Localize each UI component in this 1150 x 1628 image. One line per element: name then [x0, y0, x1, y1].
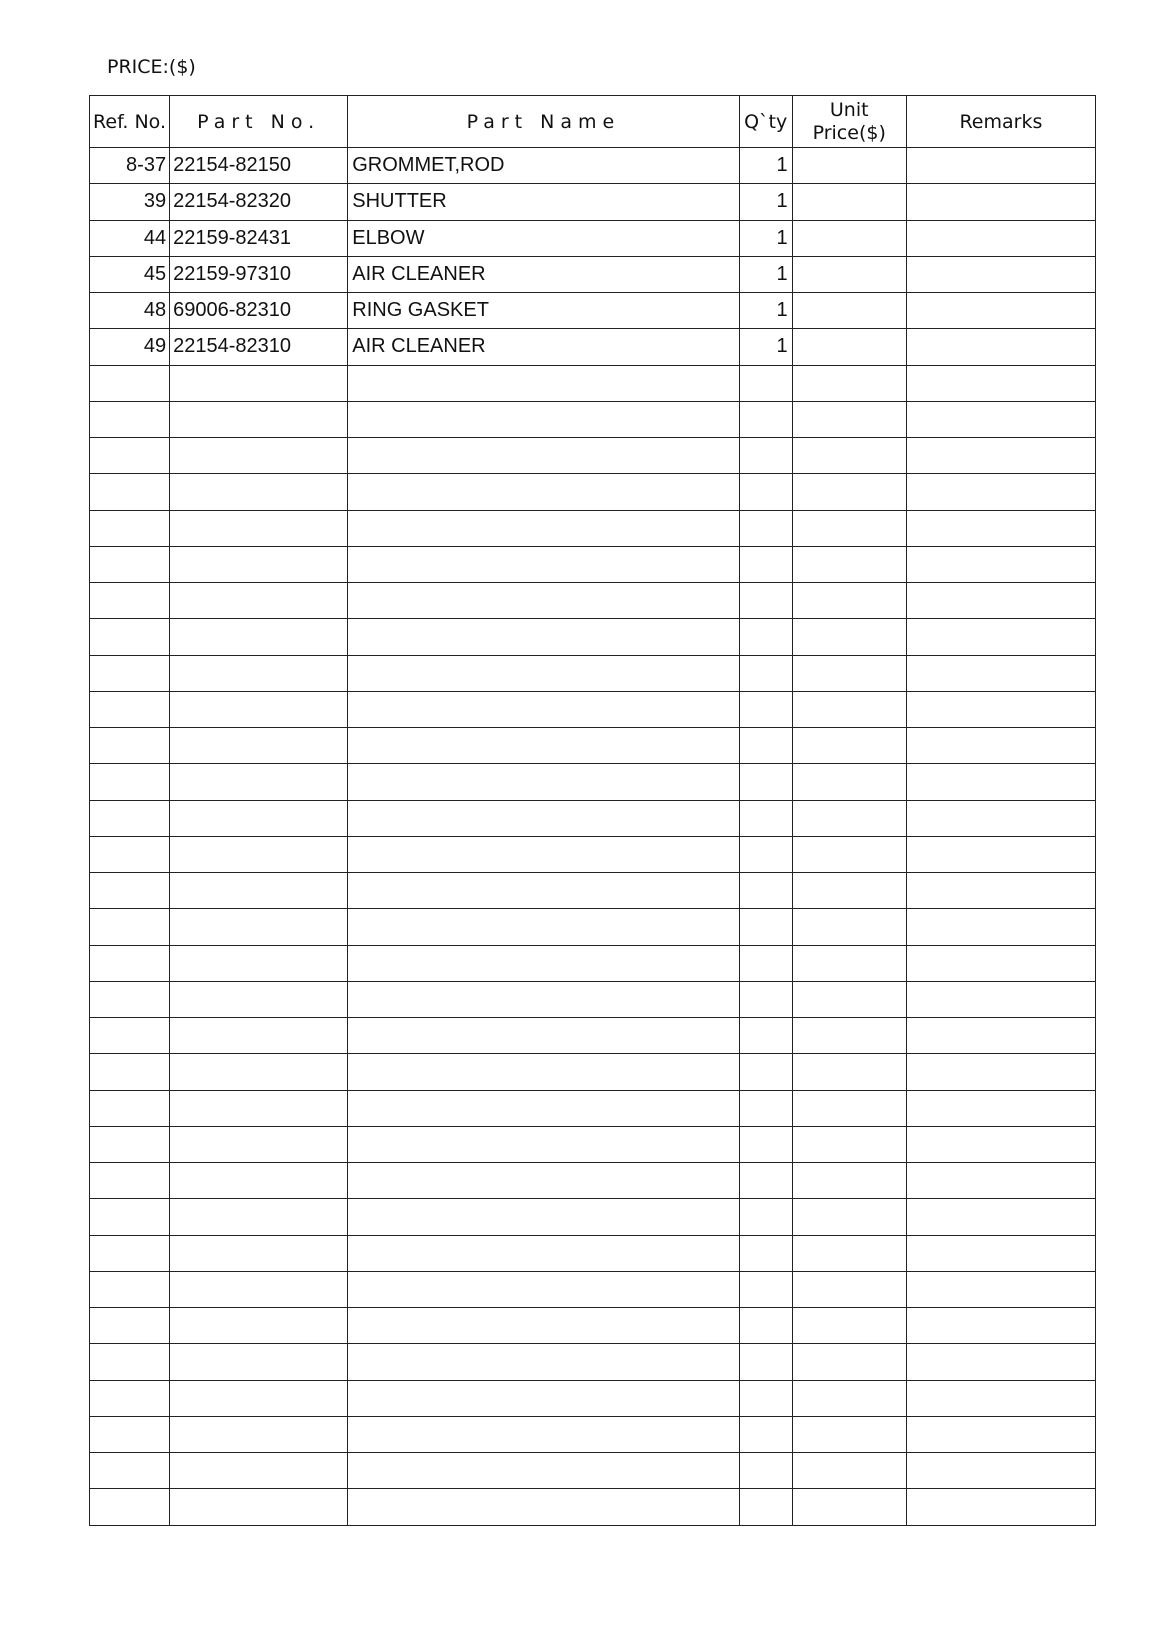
unit-price-cell — [792, 1380, 906, 1416]
part-no-cell — [170, 764, 348, 800]
price-label: PRICE:($) — [107, 56, 196, 78]
part-no-cell — [170, 909, 348, 945]
remarks-cell — [906, 1344, 1095, 1380]
qty-cell — [739, 655, 792, 691]
unit-price-cell — [792, 365, 906, 401]
table-row — [90, 1344, 1096, 1380]
table-row — [90, 474, 1096, 510]
ref-no-cell — [90, 728, 170, 764]
part-name-cell — [348, 1018, 739, 1054]
part-no-cell — [170, 1308, 348, 1344]
ref-no-cell: 8-37 — [90, 148, 170, 184]
table-row — [90, 764, 1096, 800]
ref-no-cell: 45 — [90, 256, 170, 292]
unit-price-cell — [792, 220, 906, 256]
unit-price-cell — [792, 184, 906, 220]
qty-cell: 1 — [739, 220, 792, 256]
table-body — [90, 148, 1096, 1526]
part-no-cell — [170, 836, 348, 872]
ref-no-cell — [90, 1054, 170, 1090]
part-no-cell — [170, 1416, 348, 1452]
qty-cell — [739, 546, 792, 582]
table-row — [90, 836, 1096, 872]
table-row — [90, 438, 1096, 474]
remarks-cell — [906, 1090, 1095, 1126]
table-row — [90, 1163, 1096, 1199]
remarks-cell — [906, 619, 1095, 655]
unit-price-cell — [792, 945, 906, 981]
remarks-cell — [906, 401, 1095, 437]
qty-cell — [739, 836, 792, 872]
remarks-cell — [906, 438, 1095, 474]
part-name-cell — [348, 836, 739, 872]
unit-price-cell — [792, 655, 906, 691]
qty-cell — [739, 1199, 792, 1235]
table-row — [90, 329, 1096, 365]
header-unit-price-line2: Price($) — [812, 121, 886, 144]
unit-price-cell — [792, 1344, 906, 1380]
part-name-cell — [348, 981, 739, 1017]
part-name-cell — [348, 945, 739, 981]
ref-no-cell — [90, 836, 170, 872]
qty-cell — [739, 1271, 792, 1307]
ref-no-cell — [90, 945, 170, 981]
unit-price-cell — [792, 1308, 906, 1344]
part-no-cell — [170, 981, 348, 1017]
part-name-cell — [348, 909, 739, 945]
table-row — [90, 691, 1096, 727]
unit-price-cell — [792, 293, 906, 329]
unit-price-cell — [792, 1489, 906, 1525]
unit-price-cell — [792, 256, 906, 292]
unit-price-cell — [792, 510, 906, 546]
ref-no-cell — [90, 1380, 170, 1416]
table-row — [90, 909, 1096, 945]
remarks-cell — [906, 583, 1095, 619]
table-row — [90, 800, 1096, 836]
part-name-cell — [348, 873, 739, 909]
ref-no-cell — [90, 1344, 170, 1380]
ref-no-cell — [90, 1199, 170, 1235]
part-no-cell — [170, 1199, 348, 1235]
qty-cell — [739, 1090, 792, 1126]
header-qty: Q`ty — [739, 96, 792, 148]
qty-cell — [739, 1235, 792, 1271]
part-name-cell — [348, 1163, 739, 1199]
part-no-cell: 22154-82320 — [170, 184, 348, 220]
ref-no-cell — [90, 583, 170, 619]
unit-price-cell — [792, 546, 906, 582]
header-remarks: Remarks — [906, 96, 1095, 148]
unit-price-cell — [792, 583, 906, 619]
part-no-cell — [170, 1126, 348, 1162]
unit-price-cell — [792, 1235, 906, 1271]
table-row — [90, 583, 1096, 619]
header-ref-no: Ref. No. — [90, 96, 170, 148]
qty-cell — [739, 981, 792, 1017]
table-row — [90, 1308, 1096, 1344]
unit-price-cell — [792, 909, 906, 945]
part-name-cell — [348, 401, 739, 437]
qty-cell — [739, 1308, 792, 1344]
qty-cell — [739, 438, 792, 474]
part-name-cell — [348, 655, 739, 691]
ref-no-cell — [90, 1235, 170, 1271]
table-row — [90, 184, 1096, 220]
part-no-cell: 22154-82150 — [170, 148, 348, 184]
unit-price-cell — [792, 148, 906, 184]
table-header-row — [90, 96, 1096, 148]
part-name-cell — [348, 1054, 739, 1090]
table-row — [90, 619, 1096, 655]
remarks-cell — [906, 655, 1095, 691]
part-no-cell — [170, 583, 348, 619]
remarks-cell — [906, 691, 1095, 727]
remarks-cell — [906, 1235, 1095, 1271]
qty-cell — [739, 365, 792, 401]
ref-no-cell — [90, 1416, 170, 1452]
part-name-cell — [348, 1416, 739, 1452]
part-no-cell — [170, 1090, 348, 1126]
remarks-cell — [906, 1271, 1095, 1307]
qty-cell — [739, 1163, 792, 1199]
part-name-cell — [348, 510, 739, 546]
remarks-cell — [906, 945, 1095, 981]
table-row — [90, 1199, 1096, 1235]
ref-no-cell — [90, 438, 170, 474]
qty-cell — [739, 1126, 792, 1162]
ref-no-cell — [90, 510, 170, 546]
part-no-cell — [170, 1018, 348, 1054]
unit-price-cell — [792, 438, 906, 474]
part-no-cell — [170, 619, 348, 655]
part-name-cell: RING GASKET — [348, 293, 739, 329]
qty-cell — [739, 1489, 792, 1525]
remarks-cell — [906, 1054, 1095, 1090]
qty-cell — [739, 1416, 792, 1452]
part-no-cell: 22159-97310 — [170, 256, 348, 292]
part-no-cell: 22159-82431 — [170, 220, 348, 256]
remarks-cell — [906, 873, 1095, 909]
qty-cell: 1 — [739, 293, 792, 329]
qty-cell — [739, 691, 792, 727]
qty-cell: 1 — [739, 184, 792, 220]
part-no-cell — [170, 873, 348, 909]
table-row — [90, 256, 1096, 292]
table-row — [90, 1271, 1096, 1307]
part-name-cell — [348, 474, 739, 510]
remarks-cell — [906, 1380, 1095, 1416]
qty-cell — [739, 510, 792, 546]
part-no-cell — [170, 800, 348, 836]
table-row — [90, 728, 1096, 764]
table-row — [90, 1235, 1096, 1271]
unit-price-cell — [792, 1163, 906, 1199]
qty-cell: 1 — [739, 256, 792, 292]
qty-cell: 1 — [739, 148, 792, 184]
part-no-cell: 69006-82310 — [170, 293, 348, 329]
unit-price-cell — [792, 1199, 906, 1235]
part-no-cell — [170, 510, 348, 546]
ref-no-cell — [90, 1090, 170, 1126]
part-no-cell — [170, 691, 348, 727]
table-row — [90, 1453, 1096, 1489]
qty-cell — [739, 728, 792, 764]
ref-no-cell — [90, 1489, 170, 1525]
unit-price-cell — [792, 728, 906, 764]
part-no-cell — [170, 1453, 348, 1489]
part-name-cell — [348, 1271, 739, 1307]
remarks-cell — [906, 256, 1095, 292]
remarks-cell — [906, 1199, 1095, 1235]
unit-price-cell — [792, 691, 906, 727]
qty-cell — [739, 909, 792, 945]
unit-price-cell — [792, 873, 906, 909]
remarks-cell — [906, 365, 1095, 401]
qty-cell — [739, 474, 792, 510]
ref-no-cell — [90, 873, 170, 909]
table-row — [90, 1380, 1096, 1416]
header-unit-price-line1: Unit — [829, 98, 869, 121]
header-unit-price — [792, 96, 906, 148]
table-row — [90, 1416, 1096, 1452]
table-row — [90, 1054, 1096, 1090]
unit-price-cell — [792, 1453, 906, 1489]
ref-no-cell — [90, 1163, 170, 1199]
ref-no-cell — [90, 474, 170, 510]
remarks-cell — [906, 1308, 1095, 1344]
table-row — [90, 655, 1096, 691]
remarks-cell — [906, 909, 1095, 945]
qty-cell — [739, 1380, 792, 1416]
qty-cell — [739, 873, 792, 909]
part-no-cell — [170, 945, 348, 981]
remarks-cell — [906, 728, 1095, 764]
part-no-cell — [170, 1235, 348, 1271]
qty-cell — [739, 1344, 792, 1380]
table-row — [90, 1090, 1096, 1126]
table-row — [90, 1018, 1096, 1054]
remarks-cell — [906, 546, 1095, 582]
unit-price-cell — [792, 474, 906, 510]
table-row — [90, 401, 1096, 437]
part-no-cell — [170, 728, 348, 764]
part-name-cell — [348, 365, 739, 401]
part-name-cell: ELBOW — [348, 220, 739, 256]
part-no-cell — [170, 1489, 348, 1525]
ref-no-cell: 49 — [90, 329, 170, 365]
unit-price-cell — [792, 1126, 906, 1162]
part-no-cell — [170, 1163, 348, 1199]
table-row — [90, 1126, 1096, 1162]
remarks-cell — [906, 800, 1095, 836]
remarks-cell — [906, 474, 1095, 510]
remarks-cell — [906, 1163, 1095, 1199]
unit-price-cell — [792, 1054, 906, 1090]
remarks-cell — [906, 293, 1095, 329]
remarks-cell — [906, 1018, 1095, 1054]
ref-no-cell — [90, 691, 170, 727]
unit-price-cell — [792, 1018, 906, 1054]
qty-cell — [739, 764, 792, 800]
remarks-cell — [906, 329, 1095, 365]
part-no-cell — [170, 365, 348, 401]
table-row — [90, 510, 1096, 546]
part-no-cell — [170, 1344, 348, 1380]
part-name-cell — [348, 1235, 739, 1271]
part-name-cell — [348, 800, 739, 836]
part-name-cell — [348, 691, 739, 727]
ref-no-cell: 48 — [90, 293, 170, 329]
qty-cell — [739, 619, 792, 655]
remarks-cell — [906, 148, 1095, 184]
ref-no-cell: 39 — [90, 184, 170, 220]
part-no-cell — [170, 401, 348, 437]
part-name-cell — [348, 619, 739, 655]
unit-price-cell — [792, 836, 906, 872]
remarks-cell — [906, 184, 1095, 220]
part-no-cell — [170, 546, 348, 582]
remarks-cell — [906, 1126, 1095, 1162]
part-name-cell: GROMMET,ROD — [348, 148, 739, 184]
part-no-cell — [170, 1054, 348, 1090]
unit-price-cell — [792, 981, 906, 1017]
remarks-cell — [906, 1489, 1095, 1525]
part-name-cell — [348, 1126, 739, 1162]
ref-no-cell — [90, 365, 170, 401]
unit-price-cell — [792, 401, 906, 437]
table-row — [90, 220, 1096, 256]
qty-cell: 1 — [739, 329, 792, 365]
qty-cell — [739, 583, 792, 619]
part-name-cell — [348, 764, 739, 800]
qty-cell — [739, 945, 792, 981]
part-name-cell — [348, 728, 739, 764]
part-name-cell — [348, 1344, 739, 1380]
unit-price-cell — [792, 800, 906, 836]
part-name-cell — [348, 438, 739, 474]
ref-no-cell — [90, 655, 170, 691]
unit-price-cell — [792, 1416, 906, 1452]
part-name-cell — [348, 1453, 739, 1489]
remarks-cell — [906, 764, 1095, 800]
qty-cell — [739, 401, 792, 437]
part-no-cell: 22154-82310 — [170, 329, 348, 365]
ref-no-cell — [90, 1271, 170, 1307]
unit-price-cell — [792, 764, 906, 800]
ref-no-cell — [90, 546, 170, 582]
remarks-cell — [906, 1416, 1095, 1452]
ref-no-cell — [90, 1126, 170, 1162]
part-no-cell — [170, 438, 348, 474]
unit-price-cell — [792, 619, 906, 655]
table-row — [90, 148, 1096, 184]
parts-table — [89, 95, 1096, 1526]
ref-no-cell: 44 — [90, 220, 170, 256]
qty-cell — [739, 1054, 792, 1090]
part-name-cell — [348, 1380, 739, 1416]
ref-no-cell — [90, 981, 170, 1017]
unit-price-cell — [792, 1090, 906, 1126]
unit-price-cell — [792, 329, 906, 365]
ref-no-cell — [90, 1308, 170, 1344]
table-row — [90, 873, 1096, 909]
remarks-cell — [906, 836, 1095, 872]
ref-no-cell — [90, 800, 170, 836]
part-name-cell — [348, 583, 739, 619]
part-name-cell — [348, 1199, 739, 1235]
table-row — [90, 293, 1096, 329]
table-row — [90, 1489, 1096, 1525]
ref-no-cell — [90, 764, 170, 800]
part-no-cell — [170, 474, 348, 510]
remarks-cell — [906, 220, 1095, 256]
unit-price-cell — [792, 1271, 906, 1307]
part-name-cell: AIR CLEANER — [348, 256, 739, 292]
remarks-cell — [906, 981, 1095, 1017]
remarks-cell — [906, 510, 1095, 546]
part-name-cell: AIR CLEANER — [348, 329, 739, 365]
part-name-cell — [348, 1308, 739, 1344]
header-part-name: Part Name — [348, 96, 739, 148]
ref-no-cell — [90, 619, 170, 655]
part-name-cell — [348, 1090, 739, 1126]
ref-no-cell — [90, 1018, 170, 1054]
qty-cell — [739, 1018, 792, 1054]
header-part-no: Part No. — [170, 96, 348, 148]
table-row — [90, 945, 1096, 981]
qty-cell — [739, 800, 792, 836]
table-row — [90, 981, 1096, 1017]
ref-no-cell — [90, 1453, 170, 1489]
ref-no-cell — [90, 909, 170, 945]
part-no-cell — [170, 655, 348, 691]
table-row — [90, 365, 1096, 401]
part-no-cell — [170, 1271, 348, 1307]
part-no-cell — [170, 1380, 348, 1416]
part-name-cell — [348, 546, 739, 582]
ref-no-cell — [90, 401, 170, 437]
table-row — [90, 546, 1096, 582]
part-name-cell — [348, 1489, 739, 1525]
qty-cell — [739, 1453, 792, 1489]
part-name-cell: SHUTTER — [348, 184, 739, 220]
remarks-cell — [906, 1453, 1095, 1489]
